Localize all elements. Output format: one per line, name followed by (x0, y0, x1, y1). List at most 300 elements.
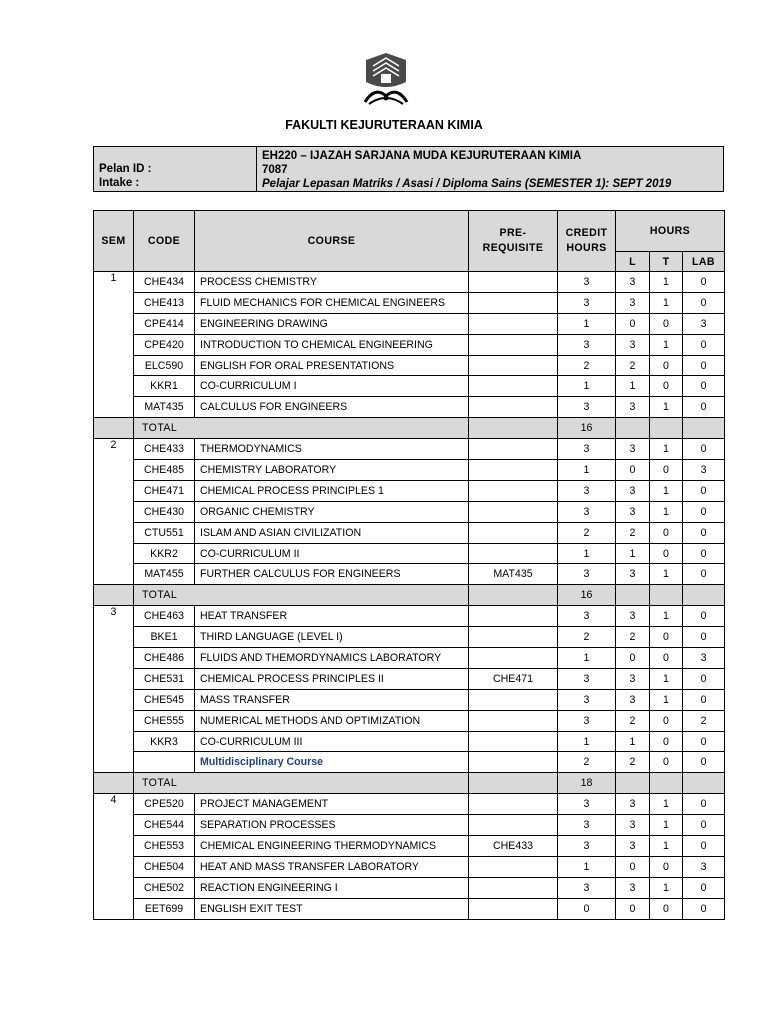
course-credit: 3 (558, 794, 616, 815)
course-code: KKR2 (134, 543, 195, 564)
course-name (195, 376, 469, 397)
course-lecture-hours: 0 (616, 898, 650, 919)
course-structure-table (93, 210, 725, 920)
program-info-table (93, 146, 724, 192)
course-credit: 3 (558, 397, 616, 418)
course-name-text: ENGLISH FOR ORAL PRESENTATIONS (200, 359, 395, 372)
course-name (195, 501, 469, 522)
total-credit: 16 (558, 585, 616, 606)
course-name-text: CHEMICAL PROCESS PRINCIPLES 1 (200, 484, 384, 497)
course-tutorial-hours: 0 (650, 543, 683, 564)
course-credit: 2 (558, 752, 616, 773)
course-credit: 2 (558, 522, 616, 543)
course-name-text: THIRD LANGUAGE (LEVEL I) (200, 631, 343, 644)
course-prerequisite (469, 794, 558, 815)
course-lecture-hours: 3 (616, 272, 650, 293)
course-tutorial-hours: 1 (650, 815, 683, 836)
course-row (94, 460, 725, 481)
course-name-text: THERMODYNAMICS (200, 443, 302, 456)
course-name-text: FLUIDS AND THEMORDYNAMICS LABORATORY (200, 651, 442, 664)
course-name (195, 627, 469, 648)
total-empty-cell (650, 418, 683, 439)
course-lab-hours: 0 (683, 606, 725, 627)
course-tutorial-hours: 0 (650, 710, 683, 731)
course-name (195, 668, 469, 689)
total-row (94, 418, 725, 439)
course-tutorial-hours: 1 (650, 606, 683, 627)
course-code: CHE463 (134, 606, 195, 627)
course-name-text: CHEMICAL ENGINEERING THERMODYNAMICS (200, 839, 437, 852)
course-name-text: CO-CURRICULUM III (200, 735, 303, 748)
course-row (94, 794, 725, 815)
course-code: CHE485 (134, 460, 195, 481)
course-prerequisite (469, 292, 558, 313)
course-lab-hours: 3 (683, 313, 725, 334)
pelan-id-value: 7087 (262, 164, 288, 176)
total-label: TOTAL (134, 585, 469, 606)
course-lecture-hours: 3 (616, 689, 650, 710)
course-code: CHE531 (134, 668, 195, 689)
total-row (94, 773, 725, 794)
course-lecture-hours: 2 (616, 355, 650, 376)
course-row (94, 627, 725, 648)
course-prerequisite (469, 376, 558, 397)
course-name-text: ORGANIC CHEMISTRY (200, 505, 315, 518)
course-code: MAT455 (134, 564, 195, 585)
course-name (195, 334, 469, 355)
total-empty-cell (616, 773, 650, 794)
course-name (195, 313, 469, 334)
course-credit: 3 (558, 439, 616, 460)
course-name (195, 836, 469, 857)
course-name-text: FURTHER CALCULUS FOR ENGINEERS (200, 568, 401, 581)
course-lab-hours: 0 (683, 731, 725, 752)
course-tutorial-hours: 0 (650, 648, 683, 669)
course-row (94, 439, 725, 460)
course-name-text: CHEMISTRY LABORATORY (200, 463, 337, 476)
course-lecture-hours: 3 (616, 668, 650, 689)
course-code: CHE545 (134, 689, 195, 710)
course-credit: 1 (558, 648, 616, 669)
course-row (94, 522, 725, 543)
course-lecture-hours: 0 (616, 460, 650, 481)
course-row (94, 292, 725, 313)
semester-number: 2 (94, 439, 134, 585)
course-prerequisite (469, 877, 558, 898)
course-name (195, 752, 469, 773)
course-credit: 3 (558, 668, 616, 689)
course-code: CHE553 (134, 836, 195, 857)
course-name-text: Multidisciplinary Course (200, 756, 324, 769)
course-prerequisite (469, 272, 558, 293)
course-credit: 3 (558, 606, 616, 627)
course-code: CPE520 (134, 794, 195, 815)
course-lecture-hours: 1 (616, 731, 650, 752)
course-credit: 3 (558, 564, 616, 585)
course-credit: 3 (558, 815, 616, 836)
course-table-body (94, 272, 725, 920)
course-prerequisite (469, 710, 558, 731)
course-prerequisite (469, 439, 558, 460)
course-credit: 3 (558, 836, 616, 857)
course-code: CHE544 (134, 815, 195, 836)
course-lab-hours: 0 (683, 668, 725, 689)
course-prerequisite (469, 752, 558, 773)
course-name-text: FLUID MECHANICS FOR CHEMICAL ENGINEERS (200, 296, 446, 309)
total-empty-cell (469, 773, 558, 794)
course-name-text: CHEMICAL PROCESS PRINCIPLES II (200, 672, 384, 685)
course-code: KKR1 (134, 376, 195, 397)
course-lecture-hours: 1 (616, 543, 650, 564)
course-code: CHE486 (134, 648, 195, 669)
course-prerequisite (469, 815, 558, 836)
course-lecture-hours: 2 (616, 627, 650, 648)
course-tutorial-hours: 1 (650, 334, 683, 355)
total-empty-cell (94, 585, 134, 606)
course-row (94, 877, 725, 898)
header-code: CODE (134, 211, 195, 272)
semester-number: 3 (94, 606, 134, 773)
total-empty-cell (650, 585, 683, 606)
course-name (195, 689, 469, 710)
course-lab-hours: 0 (683, 836, 725, 857)
course-lecture-hours: 3 (616, 564, 650, 585)
total-credit: 18 (558, 773, 616, 794)
total-empty-cell (469, 418, 558, 439)
course-tutorial-hours: 1 (650, 501, 683, 522)
course-code: KKR3 (134, 731, 195, 752)
total-credit: 16 (558, 418, 616, 439)
course-name (195, 731, 469, 752)
course-lab-hours: 3 (683, 856, 725, 877)
course-lecture-hours: 3 (616, 815, 650, 836)
course-row (94, 564, 725, 585)
course-name (195, 815, 469, 836)
course-name (195, 272, 469, 293)
course-tutorial-hours: 1 (650, 689, 683, 710)
course-name (195, 710, 469, 731)
total-empty-cell (469, 585, 558, 606)
course-name-text: SEPARATION PROCESSES (200, 819, 336, 832)
course-tutorial-hours: 0 (650, 376, 683, 397)
course-lab-hours: 0 (683, 689, 725, 710)
course-name (195, 877, 469, 898)
course-name (195, 397, 469, 418)
course-name-text: PROJECT MANAGEMENT (200, 798, 329, 811)
course-credit: 3 (558, 292, 616, 313)
course-prerequisite (469, 606, 558, 627)
course-lab-hours: 0 (683, 794, 725, 815)
header-course: COURSE (195, 211, 469, 272)
course-code: CHE555 (134, 710, 195, 731)
course-prerequisite (469, 397, 558, 418)
course-lecture-hours: 3 (616, 334, 650, 355)
course-row (94, 313, 725, 334)
course-name-text: CO-CURRICULUM II (200, 547, 300, 560)
course-lecture-hours: 2 (616, 752, 650, 773)
course-credit: 3 (558, 877, 616, 898)
course-name (195, 355, 469, 376)
total-empty-cell (683, 773, 725, 794)
intake-value: Pelajar Lepasan Matriks / Asasi / Diploma Sains (SEMESTER 1): SEPT 2019 (262, 178, 672, 190)
course-credit: 3 (558, 710, 616, 731)
course-prerequisite: CHE433 (469, 836, 558, 857)
course-lab-hours: 0 (683, 480, 725, 501)
total-empty-cell (650, 773, 683, 794)
course-code: CHE502 (134, 877, 195, 898)
course-tutorial-hours: 0 (650, 856, 683, 877)
course-name-text: NUMERICAL METHODS AND OPTIMIZATION (200, 714, 421, 727)
course-prerequisite (469, 480, 558, 501)
header-sem: SEM (94, 211, 134, 272)
course-prerequisite (469, 731, 558, 752)
course-tutorial-hours: 0 (650, 627, 683, 648)
course-row (94, 648, 725, 669)
course-lecture-hours: 1 (616, 376, 650, 397)
course-lecture-hours: 3 (616, 292, 650, 313)
course-tutorial-hours: 0 (650, 898, 683, 919)
info-labels-cell (94, 147, 257, 192)
semester-number: 1 (94, 272, 134, 418)
course-lab-hours: 0 (683, 815, 725, 836)
course-code: CTU551 (134, 522, 195, 543)
course-name-text: INTRODUCTION TO CHEMICAL ENGINEERING (200, 338, 433, 351)
course-prerequisite (469, 543, 558, 564)
course-row (94, 501, 725, 522)
university-logo-icon (363, 52, 409, 110)
course-prerequisite (469, 501, 558, 522)
course-lecture-hours: 3 (616, 480, 650, 501)
course-prerequisite: CHE471 (469, 668, 558, 689)
course-name (195, 460, 469, 481)
course-name (195, 439, 469, 460)
course-row (94, 898, 725, 919)
course-prerequisite (469, 856, 558, 877)
course-name-text: ENGLISH EXIT TEST (200, 902, 303, 915)
course-name (195, 606, 469, 627)
course-credit: 1 (558, 731, 616, 752)
course-row (94, 334, 725, 355)
course-lab-hours: 0 (683, 627, 725, 648)
course-tutorial-hours: 1 (650, 836, 683, 857)
course-lab-hours: 0 (683, 334, 725, 355)
course-code: CPE420 (134, 334, 195, 355)
course-prerequisite (469, 355, 558, 376)
total-label: TOTAL (134, 418, 469, 439)
course-lecture-hours: 3 (616, 439, 650, 460)
course-prerequisite (469, 689, 558, 710)
total-empty-cell (94, 418, 134, 439)
course-tutorial-hours: 0 (650, 355, 683, 376)
course-lecture-hours: 3 (616, 501, 650, 522)
course-credit: 1 (558, 313, 616, 334)
course-row (94, 397, 725, 418)
course-code: CHE504 (134, 856, 195, 877)
course-credit: 1 (558, 856, 616, 877)
course-name (195, 794, 469, 815)
course-prerequisite (469, 460, 558, 481)
header-hours: HOURS (616, 211, 725, 252)
course-code: CHE413 (134, 292, 195, 313)
course-lecture-hours: 3 (616, 397, 650, 418)
course-tutorial-hours: 1 (650, 564, 683, 585)
course-credit: 1 (558, 376, 616, 397)
course-credit: 3 (558, 480, 616, 501)
pelan-id-label: Pelan ID : (99, 163, 152, 175)
course-code: BKE1 (134, 627, 195, 648)
course-name (195, 648, 469, 669)
course-lab-hours: 0 (683, 272, 725, 293)
course-name-text: REACTION ENGINEERING I (200, 881, 338, 894)
course-name (195, 522, 469, 543)
course-name (195, 292, 469, 313)
course-prerequisite: MAT435 (469, 564, 558, 585)
course-name-text: CO-CURRICULUM I (200, 380, 297, 393)
course-row (94, 668, 725, 689)
course-lecture-hours: 0 (616, 313, 650, 334)
header-lab: LAB (683, 252, 725, 272)
semester-number: 4 (94, 794, 134, 919)
info-values-cell (257, 147, 724, 192)
course-row (94, 376, 725, 397)
course-code: CHE430 (134, 501, 195, 522)
header-credit-hours: CREDIT HOURS (558, 211, 616, 272)
total-row (94, 585, 725, 606)
course-name (195, 543, 469, 564)
total-label: TOTAL (134, 773, 469, 794)
course-lecture-hours: 3 (616, 794, 650, 815)
course-credit: 2 (558, 627, 616, 648)
course-lecture-hours: 3 (616, 606, 650, 627)
course-lab-hours: 2 (683, 710, 725, 731)
course-lab-hours: 0 (683, 292, 725, 313)
course-lecture-hours: 0 (616, 648, 650, 669)
course-tutorial-hours: 1 (650, 292, 683, 313)
faculty-title: FAKULTI KEJURUTERAAN KIMIA (285, 118, 483, 132)
course-tutorial-hours: 0 (650, 731, 683, 752)
header-lecture: L (616, 252, 650, 272)
course-credit: 1 (558, 543, 616, 564)
course-tutorial-hours: 1 (650, 397, 683, 418)
course-lab-hours: 0 (683, 376, 725, 397)
header-tutorial: T (650, 252, 683, 272)
course-row (94, 731, 725, 752)
course-name-text: HEAT AND MASS TRANSFER LABORATORY (200, 860, 419, 873)
course-tutorial-hours: 0 (650, 752, 683, 773)
course-name-text: CALCULUS FOR ENGINEERS (200, 401, 348, 414)
course-credit: 3 (558, 501, 616, 522)
course-row (94, 606, 725, 627)
course-row (94, 815, 725, 836)
course-tutorial-hours: 1 (650, 480, 683, 501)
total-empty-cell (616, 585, 650, 606)
course-lab-hours: 0 (683, 898, 725, 919)
course-lab-hours: 0 (683, 397, 725, 418)
program-name: EH220 – IJAZAH SARJANA MUDA KEJURUTERAAN KIMIA (262, 150, 582, 162)
course-lab-hours: 3 (683, 460, 725, 481)
course-code (134, 752, 195, 773)
course-credit: 3 (558, 334, 616, 355)
course-prerequisite (469, 313, 558, 334)
course-code: EET699 (134, 898, 195, 919)
course-code: ELC590 (134, 355, 195, 376)
course-lecture-hours: 2 (616, 522, 650, 543)
course-row (94, 272, 725, 293)
course-prerequisite (469, 627, 558, 648)
course-lab-hours: 0 (683, 355, 725, 376)
course-tutorial-hours: 1 (650, 794, 683, 815)
course-lecture-hours: 2 (616, 710, 650, 731)
course-lab-hours: 0 (683, 501, 725, 522)
course-credit: 3 (558, 689, 616, 710)
course-lecture-hours: 3 (616, 877, 650, 898)
total-empty-cell (683, 585, 725, 606)
course-row (94, 543, 725, 564)
course-row (94, 752, 725, 773)
course-name-text: ISLAM AND ASIAN CIVILIZATION (200, 526, 362, 539)
course-tutorial-hours: 1 (650, 439, 683, 460)
course-lab-hours: 0 (683, 877, 725, 898)
course-tutorial-hours: 0 (650, 460, 683, 481)
course-name (195, 480, 469, 501)
course-code: CHE471 (134, 480, 195, 501)
course-lab-hours: 3 (683, 648, 725, 669)
intake-label: Intake : (99, 177, 140, 189)
course-lab-hours: 0 (683, 564, 725, 585)
course-row (94, 836, 725, 857)
course-row (94, 689, 725, 710)
course-name (195, 856, 469, 877)
course-tutorial-hours: 0 (650, 522, 683, 543)
course-name-text: HEAT TRANSFER (200, 610, 288, 623)
course-lab-hours: 0 (683, 752, 725, 773)
course-code: CPE414 (134, 313, 195, 334)
course-lab-hours: 0 (683, 522, 725, 543)
course-credit: 1 (558, 460, 616, 481)
course-code: CHE434 (134, 272, 195, 293)
course-code: CHE433 (134, 439, 195, 460)
course-lab-hours: 0 (683, 543, 725, 564)
course-lecture-hours: 0 (616, 856, 650, 877)
course-tutorial-hours: 1 (650, 668, 683, 689)
course-tutorial-hours: 1 (650, 877, 683, 898)
course-prerequisite (469, 522, 558, 543)
course-row (94, 856, 725, 877)
course-name (195, 898, 469, 919)
course-code: MAT435 (134, 397, 195, 418)
course-tutorial-hours: 1 (650, 272, 683, 293)
course-row (94, 355, 725, 376)
course-lecture-hours: 3 (616, 836, 650, 857)
course-credit: 3 (558, 272, 616, 293)
course-credit: 2 (558, 355, 616, 376)
total-empty-cell (616, 418, 650, 439)
course-row (94, 480, 725, 501)
header-prerequisite: PRE- REQUISITE (469, 211, 558, 272)
course-name (195, 564, 469, 585)
total-empty-cell (94, 773, 134, 794)
course-tutorial-hours: 0 (650, 313, 683, 334)
course-name-text: MASS TRANSFER (200, 693, 290, 706)
course-prerequisite (469, 334, 558, 355)
course-row (94, 710, 725, 731)
course-lab-hours: 0 (683, 439, 725, 460)
course-name-text: ENGINEERING DRAWING (200, 317, 328, 330)
course-prerequisite (469, 898, 558, 919)
course-prerequisite (469, 648, 558, 669)
total-empty-cell (683, 418, 725, 439)
course-credit: 0 (558, 898, 616, 919)
